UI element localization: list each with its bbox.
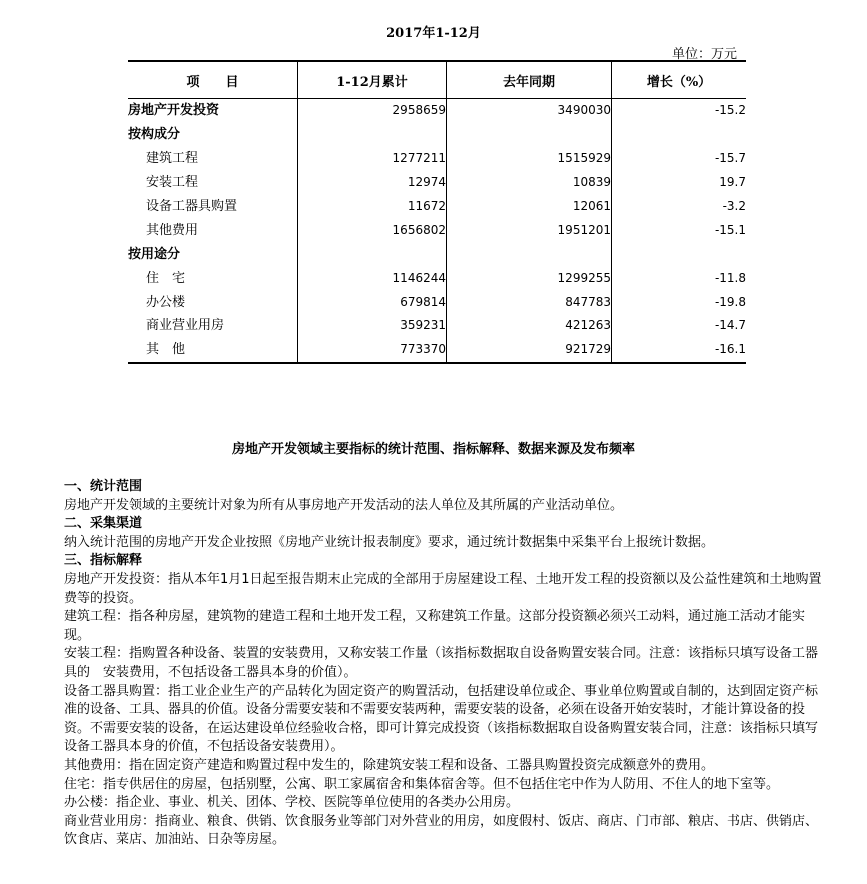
cumulative-value: 2958659 [298, 99, 447, 123]
growth-value: -15.2 [612, 99, 747, 123]
growth-value: -15.7 [612, 147, 747, 171]
growth-value: -3.2 [612, 195, 747, 219]
definition-paragraph: 安装工程：指购置各种设备、装置的安装费用，又称安装工作量（该指标数据取自设备购置安装合同。注意：该指标只填写设备工器具的 安装费用，不包括设备工器具本身的价值）。 [64, 646, 819, 680]
definition-paragraph: 商业营业用房：指商业、粮食、供销、饮食服务业等部门对外营业的用房，如度假村、饭店、商店、门市部、粮店、书店、供销店、饮食店、菜店、加油站、日杂等房屋。 [64, 813, 819, 848]
column-header-last-year: 去年同期 [447, 61, 612, 99]
cumulative-value: 1277211 [298, 147, 447, 171]
row-label: 按构成分 [128, 127, 181, 143]
definition-paragraph: 设备工器具购置：指工业企业生产的产品转化为固定资产的购置活动，包括建设单位或企、事业单位购置或自制的，达到固定资产标准的设备、工具、器具的价值。设备分需要安装和不需要安装两种，需要安装的设备，必须在设备开始安装时，才能计算设备的投资。不需要安装的设备，在运达建设单位经验收合格，即可计算完成投资（该指标数据取自设备购置安装合同，注意：该指标只填写设备工器具本身的价值，不包括设备安装费用）。 [64, 683, 819, 755]
last-year-value: 1951201 [447, 218, 612, 242]
column-header-growth: 增长（%） [612, 61, 747, 99]
definition-paragraph: 办公楼：指企业、事业、机关、团体、学校、医院等单位使用的各类办公用房。 [64, 795, 520, 811]
section-heading: 一、统计范围 [64, 479, 143, 494]
notes-title: 房地产开发领域主要指标的统计范围、指标解释、数据来源及发布频率 [231, 442, 635, 457]
row-label: 住 宅 [146, 270, 186, 286]
section-heading: 二、采集渠道 [64, 516, 143, 532]
definition-paragraph: 房地产开发投资：指从本年1月1日起至报告期末止完成的全部用于房屋建设工程、土地开发工程的投资额以及公益性建筑和土地购置费等的投资。 [64, 571, 822, 606]
table-header-row [128, 61, 746, 99]
table-row [128, 290, 746, 314]
definition-paragraph: 房地产开发领域的主要统计对象为所有从事房地产开发活动的法人单位及其所属的产业活动单位。 [64, 497, 624, 513]
unit-label: 单位：万元 [672, 47, 738, 62]
last-year-value [447, 242, 612, 266]
cumulative-value: 12974 [298, 171, 447, 195]
definition-paragraph: 纳入统计范围的房地产开发企业按照《房地产业统计报表制度》要求，通过统计数据集中采集平台上报统计数据。 [64, 534, 715, 550]
cumulative-value: 773370 [298, 338, 447, 363]
row-label: 设备工器具购置 [146, 199, 238, 214]
definition-paragraph: 住宅：指专供居住的房屋，包括别墅，公寓、职工家属宿舍和集体宿舍等。但不包括住宅中作为人防用、不住人的地下室等。 [64, 776, 780, 792]
cumulative-value: 1656802 [298, 218, 447, 242]
investment-table [128, 60, 746, 364]
cumulative-value: 359231 [298, 314, 447, 338]
table-row [128, 242, 746, 266]
column-header-item: 项 目 [128, 61, 298, 99]
table-row [128, 99, 746, 123]
row-label: 房地产开发投资 [128, 103, 220, 119]
notes-body [64, 478, 824, 850]
table-body [128, 99, 746, 363]
growth-value [612, 123, 747, 147]
last-year-value: 3490030 [447, 99, 612, 123]
row-label: 商业营业用房 [146, 318, 225, 334]
definition-paragraph: 其他费用：指在固定资产建造和购置过程中发生的，除建筑安装工程和设备、工器具购置投资完成额意外的费用。 [64, 757, 715, 773]
definition-paragraph: 建筑工程：指各种房屋，建筑物的建造工程和土地开发工程，又称建筑工作量。这部分投资额必须兴工动料，通过施工活动才能实现。 [64, 609, 806, 643]
last-year-value: 12061 [447, 195, 612, 219]
table-row [128, 171, 746, 195]
cumulative-value: 11672 [298, 195, 447, 219]
growth-value: -14.7 [612, 314, 747, 338]
table-row [128, 314, 746, 338]
cumulative-value [298, 242, 447, 266]
last-year-value: 1515929 [447, 147, 612, 171]
table-row [128, 147, 746, 171]
last-year-value: 1299255 [447, 266, 612, 290]
table-row [128, 338, 746, 363]
column-header-cumulative: 1-12月累计 [298, 61, 447, 99]
row-label: 其他费用 [146, 222, 199, 238]
cumulative-value: 1146244 [298, 266, 447, 290]
row-label: 按用途分 [128, 246, 181, 262]
cumulative-value [298, 123, 447, 147]
section-heading: 三、指标解释 [64, 553, 143, 569]
growth-value: 19.7 [612, 171, 747, 195]
last-year-value: 10839 [447, 171, 612, 195]
growth-value: -15.1 [612, 218, 747, 242]
last-year-value [447, 123, 612, 147]
cumulative-value: 679814 [298, 290, 447, 314]
last-year-value: 847783 [447, 290, 612, 314]
row-label: 办公楼 [146, 294, 186, 310]
growth-value: -16.1 [612, 338, 747, 363]
last-year-value: 921729 [447, 338, 612, 363]
table-row [128, 195, 746, 219]
growth-value: -19.8 [612, 290, 747, 314]
growth-value [612, 242, 747, 266]
row-label: 建筑工程 [146, 151, 199, 167]
growth-value: -11.8 [612, 266, 747, 290]
last-year-value: 421263 [447, 314, 612, 338]
table-row [128, 218, 746, 242]
table-row [128, 266, 746, 290]
row-label: 其 他 [128, 338, 298, 363]
table-row [128, 123, 746, 147]
report-period: 2017年1-12月 [386, 26, 481, 41]
row-label: 安装工程 [146, 175, 199, 191]
